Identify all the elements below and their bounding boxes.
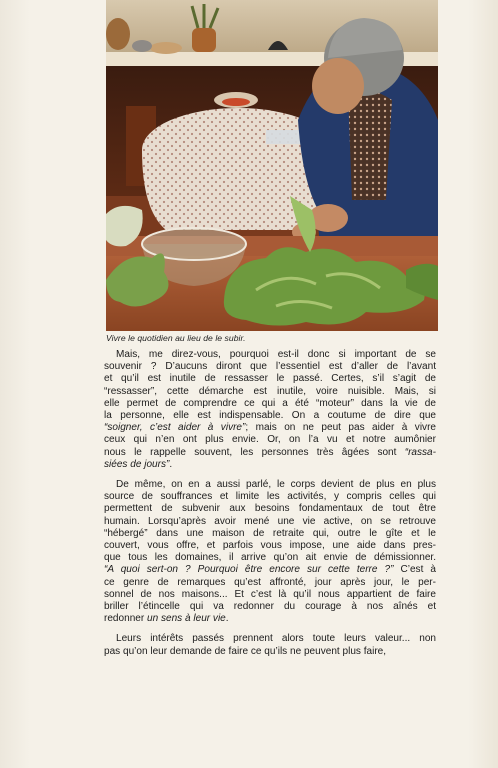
text-segment: sonnel de nos maisons... Et c’est là qu’il nous appartient de faire xyxy=(104,588,436,600)
text-segment: elle permet de comprendre ce qui a été “moteur” dans la vie de xyxy=(104,397,436,409)
text-line xyxy=(104,601,436,613)
text-segment: pas qu’on leur demande de faire ce qu’ils ne peuvent plus faire, xyxy=(104,645,387,657)
text-segment: . xyxy=(169,458,173,470)
text-segment: et qu’il est inutile de ressasser le passé. Certes, s’il s’agit de xyxy=(104,373,436,385)
text-line xyxy=(104,540,436,552)
paragraph-1 xyxy=(104,349,436,471)
text-segment: source de souffrances et limite les activités, y compris celles qui xyxy=(104,491,436,503)
text-segment: briller l’étincelle qui va redonner du courage à nos aînés et xyxy=(104,601,436,613)
text-segment: permettent de subvenir aux besoins fondamentaux de tout être xyxy=(104,503,436,515)
text-line xyxy=(104,422,436,434)
text-line xyxy=(104,349,436,361)
text-line xyxy=(104,479,436,491)
text-line xyxy=(104,447,436,459)
text-segment: nous le rappelle souvent, les personnes très âgées sont xyxy=(104,446,405,458)
text-line xyxy=(104,503,436,515)
text-segment: ceux qui n’en ont plus envie. Or, on l’a vu et notre aumônier xyxy=(104,434,436,446)
text-line xyxy=(104,516,436,528)
italic-text: “soigner, c’est aider à vivre” xyxy=(104,422,246,434)
italic-text: un sens à leur vie xyxy=(147,613,226,625)
text-segment: souvenir ? D’aucuns diront que l’essentiel est d’aller de l’avant xyxy=(104,361,436,373)
text-line xyxy=(104,646,436,658)
text-line xyxy=(104,564,436,576)
paragraph-2 xyxy=(104,479,436,625)
text-segment: De même, on en a aussi parlé, le corps devient de plus en plus xyxy=(116,479,436,491)
text-line xyxy=(104,434,436,446)
text-segment: Leurs intérêts passés prennent alors toute leurs valeur... non xyxy=(116,633,436,645)
text-segment: “ressasser”, cette démarche est inutile, voire nuisible. Mais, si xyxy=(104,385,436,397)
text-line xyxy=(104,459,436,471)
text-line xyxy=(104,613,436,625)
text-segment: C’est à xyxy=(393,564,436,576)
text-segment: Mais, me direz-vous, pourquoi est-il donc si important de se xyxy=(116,349,436,360)
italic-text: siées de jours” xyxy=(104,458,170,470)
text-segment: ce genre de remarques qu’est affronté, jour après jour, le per- xyxy=(104,576,436,588)
photo-caption: Vivre le quotidien au lieu de le subir. xyxy=(106,333,246,343)
text-segment: redonner xyxy=(104,613,148,625)
italic-text: “A quoi sert-on ? Pourquoi être encore sur cette terre ?” xyxy=(104,564,394,576)
text-line xyxy=(104,633,436,645)
text-segment: . xyxy=(225,613,229,625)
text-segment: couvert, vous offre, et parfois vous impose, une aide dans pres- xyxy=(104,540,436,552)
text-line xyxy=(104,589,436,601)
photo-elderly-woman-sorting-lettuce xyxy=(106,0,438,331)
text-line xyxy=(104,552,436,564)
italic-text: “rassa- xyxy=(404,446,436,458)
paragraph-3 xyxy=(104,633,436,657)
text-segment: humain. Lorsqu’après avoir mené une vie active, on se retrouve xyxy=(104,515,436,527)
text-line xyxy=(104,410,436,422)
text-line xyxy=(104,491,436,503)
text-line xyxy=(104,386,436,398)
text-line xyxy=(104,577,436,589)
article-body xyxy=(104,349,436,666)
text-line xyxy=(104,373,436,385)
text-line xyxy=(104,398,436,410)
text-segment: que tous les domaines, il arrive qu’on ait envie de démissionner. xyxy=(104,552,436,564)
text-segment: la personne, elle est indispensable. On a coutume de dire que xyxy=(104,410,436,422)
text-line xyxy=(104,361,436,373)
text-segment: “hébergé” dans une maison de retraite qui, outre le gîte et le xyxy=(104,527,436,539)
text-segment: ; mais on ne peut pas aider à vivre xyxy=(245,422,437,434)
text-line xyxy=(104,528,436,540)
